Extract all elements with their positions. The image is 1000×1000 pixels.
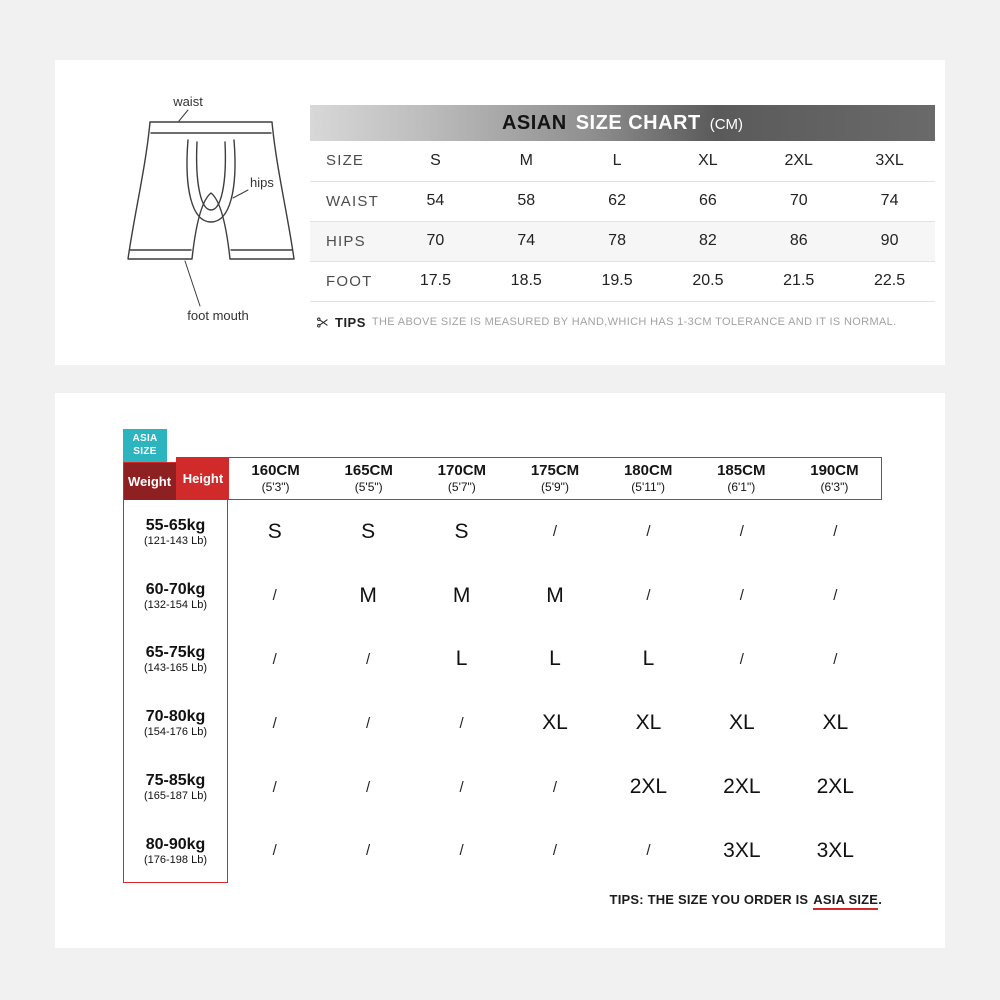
weight-lb-label: (154-176 Lb)	[144, 726, 207, 739]
size-recommendation-cell: /	[366, 842, 371, 860]
size-value-cell: 74	[844, 181, 935, 221]
size-value-cell: 54	[390, 181, 481, 221]
size-value-cell: 66	[662, 181, 753, 221]
weight-row-label	[123, 564, 228, 628]
size-chart-title-bar	[310, 105, 935, 141]
size-recommendation-cell: L	[549, 647, 561, 671]
weight-row-label	[123, 628, 228, 692]
height-column-header	[695, 458, 788, 499]
size-recommendation-cell: /	[833, 587, 838, 605]
size-recommendation-cell: L	[455, 647, 468, 671]
weight-lb-label: (132-154 Lb)	[144, 598, 207, 611]
weight-lb-label: (176-198 Lb)	[144, 853, 207, 866]
size-table-row	[310, 261, 935, 301]
height-ft-label: (5'3")	[261, 480, 290, 495]
size-value-cell: 3XL	[844, 141, 935, 181]
height-column-header	[508, 458, 601, 499]
size-recommendation-cell: 3XL	[723, 838, 761, 862]
size-recommendation-cell: M	[359, 583, 377, 607]
title-asian: ASIAN	[501, 111, 567, 134]
size-recommendation-cell: S	[361, 519, 376, 543]
shorts-body-path	[128, 122, 294, 259]
size-recommendation-cell: /	[552, 842, 558, 860]
size-row-label: HIPS	[310, 221, 390, 261]
size-recommendation-cell: L	[642, 647, 655, 671]
height-ft-label: (6'1")	[727, 480, 756, 495]
weight-kg-label: 55-65kg	[145, 516, 206, 534]
asia-size-badge: ASIA SIZE	[123, 429, 167, 462]
weight-kg-label: 60-70kg	[145, 580, 206, 598]
weight-kg-label: 80-90kg	[145, 835, 206, 853]
size-recommendation-cell: S	[267, 519, 282, 543]
size-value-cell: 74	[481, 221, 572, 261]
order-tips-suffix: .	[878, 892, 882, 907]
height-column-header	[788, 458, 881, 499]
size-value-cell: 90	[844, 221, 935, 261]
hips-label: hips	[250, 175, 274, 190]
matrix-grid	[123, 500, 882, 883]
asian-size-table-area	[310, 105, 935, 330]
size-recommendation-cell: S	[454, 519, 469, 543]
height-column-header	[602, 458, 695, 499]
size-recommendation-cell: /	[646, 523, 651, 541]
size-recommendation-cell: /	[552, 778, 558, 796]
height-header-row	[176, 457, 882, 500]
asian-size-chart-card	[55, 60, 945, 365]
size-recommendation-cell: /	[646, 587, 651, 605]
size-recommendation-cell: /	[739, 587, 744, 605]
foot-leader-line	[185, 261, 200, 306]
size-value-cell: 78	[572, 221, 663, 261]
size-recommendation-cell: /	[272, 650, 277, 668]
size-recommendation-cell: /	[646, 842, 651, 860]
height-cm-label: 180CM	[623, 461, 673, 479]
size-row-label: SIZE	[310, 141, 390, 181]
title-unit: (CM)	[709, 115, 744, 133]
size-recommendation-cell: 3XL	[816, 838, 854, 862]
weight-row-label	[123, 500, 228, 564]
asian-size-table-body	[310, 141, 935, 301]
height-cm-label: 165CM	[344, 461, 393, 479]
size-recommendation-cell: /	[833, 650, 838, 668]
size-recommendation-cell: /	[739, 650, 744, 668]
size-recommendation-cell: /	[272, 587, 277, 605]
size-value-cell: 18.5	[481, 261, 572, 301]
size-value-cell: 2XL	[753, 141, 844, 181]
foot-mouth-label: foot mouth	[187, 308, 249, 323]
size-value-cell: 70	[753, 181, 844, 221]
shorts-outline-drawing	[100, 94, 320, 334]
height-ft-label: (5'9")	[541, 480, 569, 495]
height-cm-label: 185CM	[717, 461, 766, 479]
weight-kg-label: 70-80kg	[145, 708, 206, 726]
size-recommendation-cell: /	[739, 523, 744, 541]
weight-lb-label: (143-165 Lb)	[144, 662, 207, 675]
size-value-cell: 86	[753, 221, 844, 261]
height-column-header	[415, 458, 508, 499]
size-recommendation-cell: XL	[542, 711, 568, 735]
size-recommendation-cell: /	[366, 714, 371, 732]
size-row-label: WAIST	[310, 181, 390, 221]
size-value-cell: M	[481, 141, 572, 181]
height-column-header	[229, 458, 322, 499]
size-recommendation-cell: /	[459, 778, 464, 796]
size-recommendation-cell: /	[459, 714, 464, 732]
tolerance-tips-line	[310, 315, 935, 330]
size-table-row	[310, 221, 935, 261]
height-header-cell: Height	[177, 458, 229, 499]
waist-label: waist	[173, 94, 203, 109]
weight-kg-label: 65-75kg	[145, 644, 206, 662]
size-recommendation-cell: /	[272, 842, 277, 860]
size-recommendation-cell: /	[272, 778, 277, 796]
weight-lb-label: (121-143 Lb)	[144, 534, 207, 547]
height-ft-label: (5'11")	[631, 480, 665, 495]
order-tips-prefix: TIPS: THE SIZE YOU ORDER IS	[609, 892, 809, 907]
size-recommendation-cell: 2XL	[816, 775, 854, 799]
size-recommendation-cell: 2XL	[723, 775, 761, 799]
size-recommendation-cell: /	[833, 523, 838, 541]
weight-header-cell: Weight	[123, 462, 176, 500]
size-header-row	[310, 141, 935, 181]
height-columns	[229, 458, 881, 499]
size-recommendation-cell: M	[452, 583, 471, 607]
size-recommendation-cell: /	[366, 778, 371, 796]
height-ft-label: (5'5")	[354, 480, 383, 495]
size-value-cell: 22.5	[844, 261, 935, 301]
size-recommendation-cell: /	[552, 523, 558, 541]
size-value-cell: 82	[662, 221, 753, 261]
size-recommendation-cell: M	[546, 583, 564, 607]
size-value-cell: 19.5	[572, 261, 663, 301]
size-recommendation-cell: XL	[635, 711, 662, 735]
order-tips-line	[610, 892, 882, 907]
size-table-row	[310, 181, 935, 221]
height-ft-label: (6'3")	[820, 480, 849, 495]
asian-size-table	[310, 141, 935, 302]
height-cm-label: 175CM	[530, 461, 580, 479]
size-recommendation-cell: 2XL	[629, 775, 668, 799]
size-value-cell: 17.5	[390, 261, 481, 301]
size-value-cell: 20.5	[662, 261, 753, 301]
height-cm-label: 170CM	[437, 461, 487, 479]
title-size-chart: SIZE CHART	[575, 111, 701, 134]
size-recommendation-cell: XL	[822, 711, 849, 735]
weight-kg-label: 75-85kg	[145, 771, 206, 789]
hips-leader-line	[233, 190, 248, 198]
size-value-cell: 58	[481, 181, 572, 221]
height-cm-label: 160CM	[251, 461, 300, 479]
weight-row-label	[123, 691, 228, 755]
tips-label: TIPS	[335, 314, 366, 330]
size-value-cell: 21.5	[753, 261, 844, 301]
shorts-diagram	[100, 94, 320, 334]
size-value-cell: S	[390, 141, 481, 181]
weight-row-label	[123, 819, 228, 883]
order-tips-asia-size: ASIA SIZE	[813, 892, 878, 910]
size-value-cell: L	[572, 141, 663, 181]
scissors-icon	[316, 316, 329, 329]
size-recommendation-cell: /	[459, 842, 464, 860]
size-recommendation-cell: /	[366, 650, 371, 668]
size-value-cell: XL	[662, 141, 753, 181]
size-value-cell: 62	[572, 181, 663, 221]
waist-leader-line	[179, 110, 188, 121]
size-recommendation-cell: /	[272, 714, 277, 732]
weight-lb-label: (165-187 Lb)	[144, 790, 207, 803]
pad-inner-path	[197, 142, 226, 210]
size-row-label: FOOT	[310, 261, 390, 301]
height-cm-label: 190CM	[810, 461, 859, 479]
size-value-cell: 70	[390, 221, 481, 261]
tips-text: THE ABOVE SIZE IS MEASURED BY HAND,WHICH HAS 1-3CM TOLERANCE AND IT IS NORMAL.	[371, 316, 897, 328]
weight-row-label	[123, 755, 228, 819]
height-column-header	[322, 458, 415, 499]
asia-size-matrix-card	[55, 393, 945, 948]
size-recommendation-cell: XL	[729, 711, 755, 735]
height-ft-label: (5'7")	[447, 480, 476, 495]
